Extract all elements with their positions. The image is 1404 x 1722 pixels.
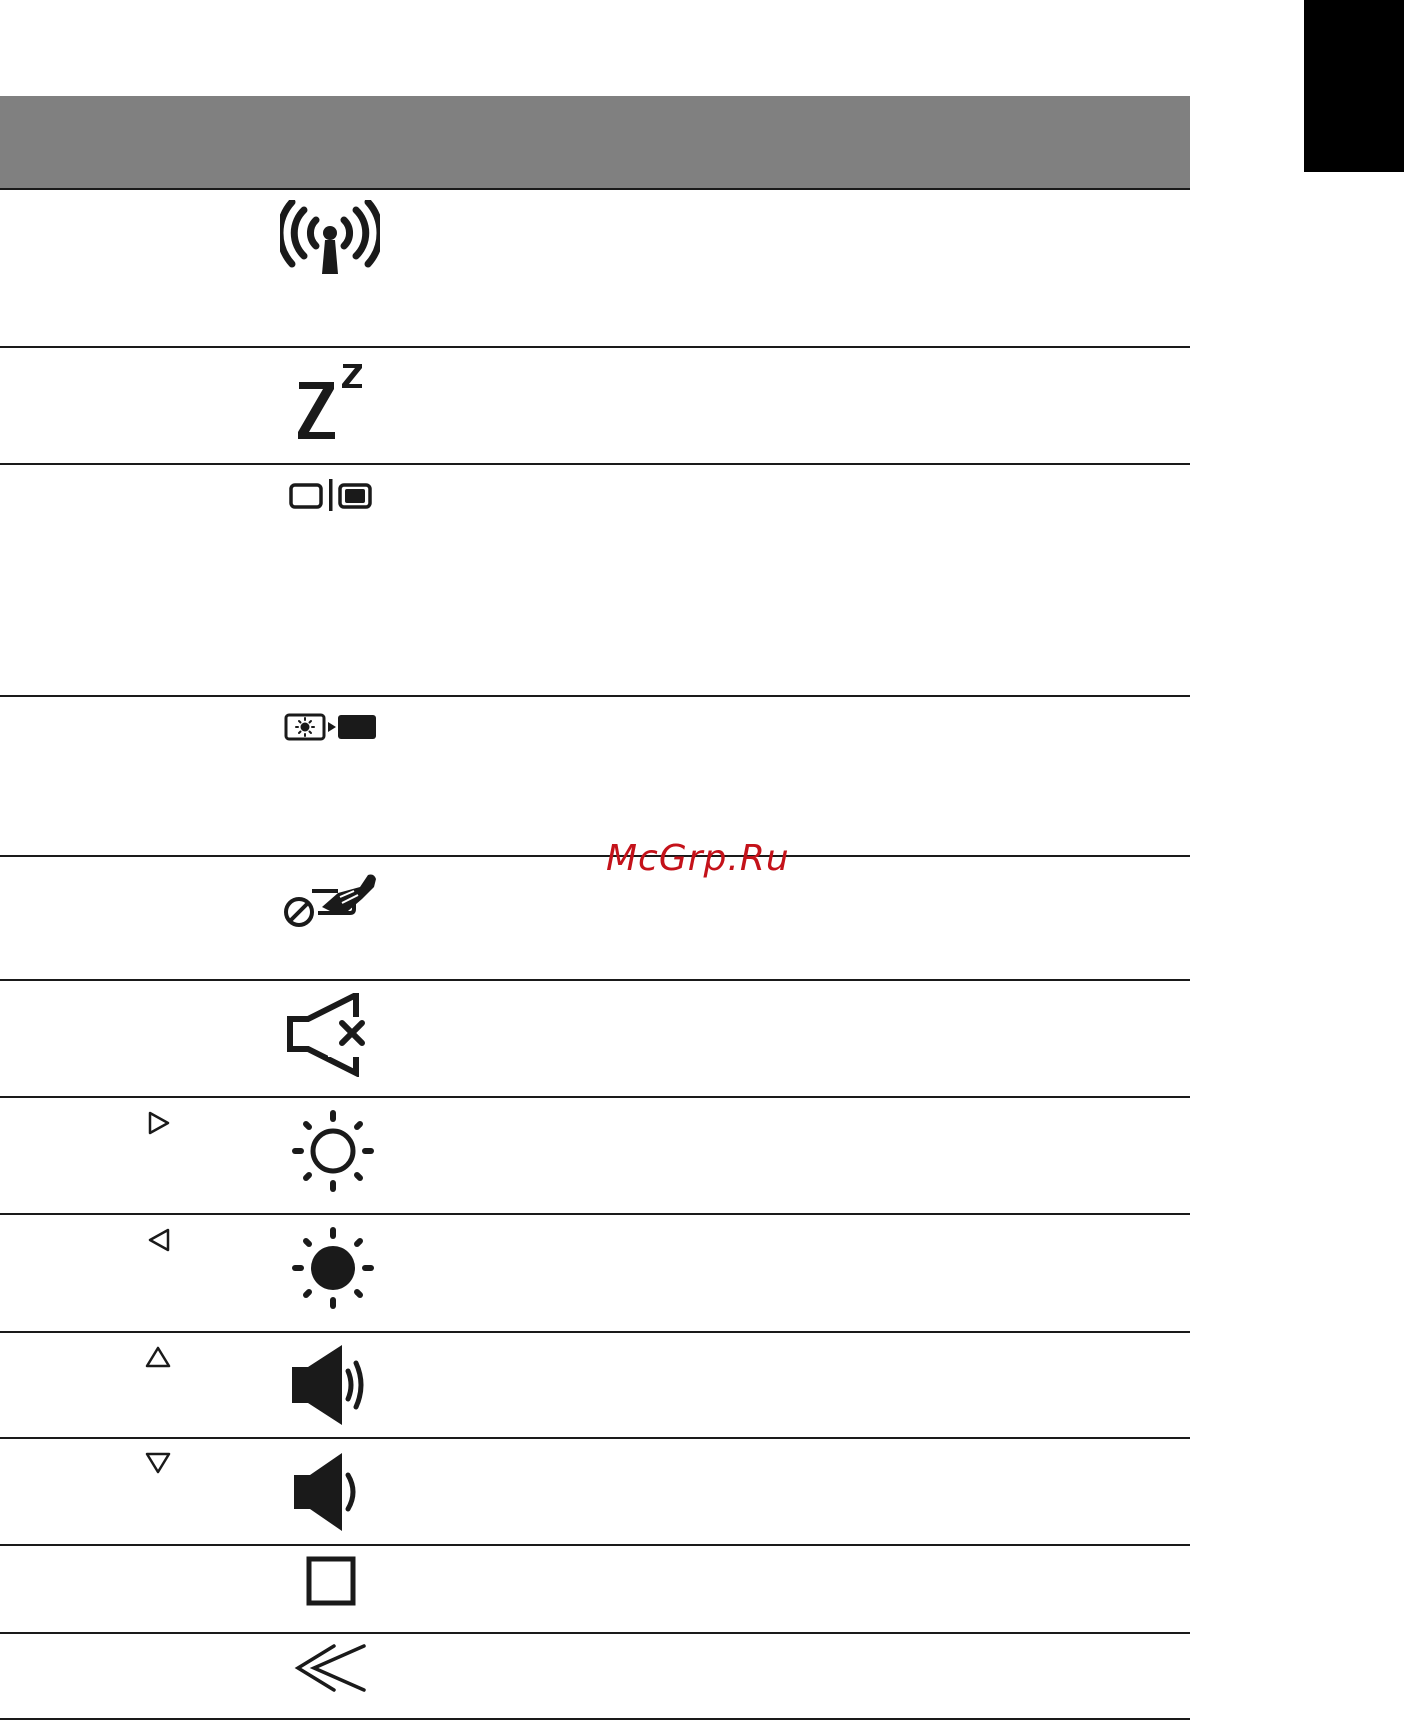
volume-up-icon bbox=[290, 1343, 372, 1427]
table-row bbox=[0, 981, 1190, 1098]
down-arrow-icon bbox=[144, 1451, 172, 1475]
stop-icon bbox=[306, 1556, 356, 1606]
table-row bbox=[0, 1098, 1190, 1215]
rewind-icon bbox=[294, 1642, 370, 1696]
table-header bbox=[0, 96, 1190, 190]
left-arrow-icon bbox=[146, 1227, 172, 1253]
brightness-down-icon bbox=[292, 1227, 374, 1309]
right-arrow-icon bbox=[146, 1110, 172, 1136]
sleep-icon bbox=[296, 360, 366, 444]
table-row bbox=[0, 697, 1190, 857]
table-row bbox=[0, 1215, 1190, 1333]
display-switch-icon bbox=[288, 477, 376, 513]
table-row bbox=[0, 1333, 1190, 1439]
table-row bbox=[0, 188, 1190, 348]
table-row bbox=[0, 1634, 1190, 1722]
up-arrow-icon bbox=[144, 1345, 172, 1369]
table-row bbox=[0, 465, 1190, 697]
wireless-icon bbox=[280, 200, 380, 280]
brightness-up-icon bbox=[292, 1110, 374, 1192]
table-row bbox=[0, 348, 1190, 465]
screen-blank-icon bbox=[284, 712, 378, 742]
touchpad-toggle-icon bbox=[282, 871, 382, 929]
speaker-mute-icon bbox=[286, 993, 372, 1077]
table-row bbox=[0, 1546, 1190, 1634]
section-tab bbox=[1304, 0, 1404, 172]
table-row bbox=[0, 857, 1190, 981]
volume-down-icon bbox=[292, 1451, 372, 1533]
watermark: McGrp.Ru bbox=[606, 838, 790, 879]
table-row bbox=[0, 1439, 1190, 1546]
